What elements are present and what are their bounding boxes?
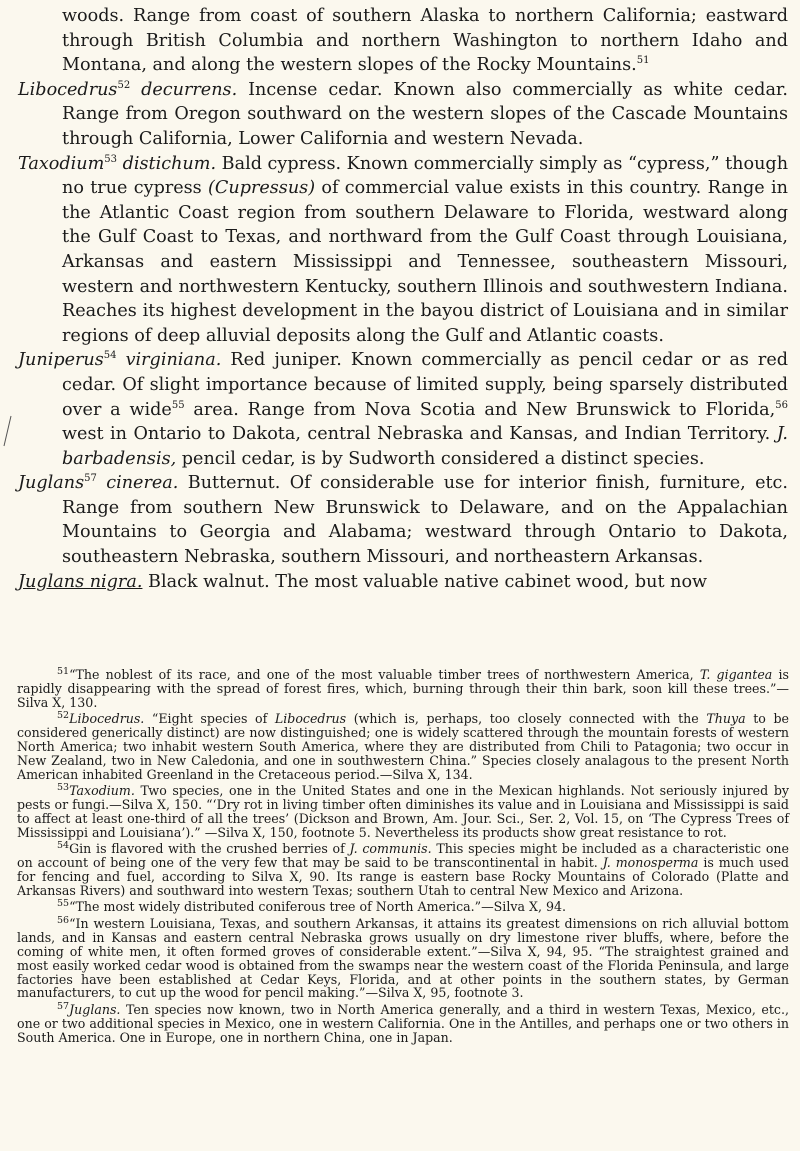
footnote-ref: 52 <box>117 79 131 91</box>
footnote-italic: Thuya <box>706 711 746 727</box>
footnote-55 <box>17 900 789 914</box>
entry-text: woods. Range from coast of southern Alaska to northern California; eastward through British Columbia and northern Washington to northern Idaho and Montana, and along the western slopes of the Rocky Mountains. <box>62 6 788 76</box>
footnote-italic: T. gigantea <box>699 667 773 682</box>
footnote-57 <box>17 1000 789 1045</box>
main-text <box>18 4 788 594</box>
footnote-text: Gin is flavored with the crushed berries of <box>69 841 345 857</box>
margin-pencil-mark <box>3 414 13 448</box>
genus-name: Juglans nigra. <box>18 571 143 592</box>
footnote-text: “The noblest of its race, and one of the most valuable timber trees of northwestern America, <box>69 667 694 682</box>
footnote-italic: Juglans. <box>69 1001 121 1017</box>
footnote-text: “The most widely distributed coniferous tree of North America.”—Silva X, 94. <box>69 899 566 915</box>
entry-taxodium <box>18 152 788 349</box>
footnote-53 <box>17 784 789 840</box>
footnote-number: 54 <box>57 840 70 852</box>
genus-name: Juniperus <box>18 350 104 371</box>
footnote-text: “Eight species of <box>151 711 268 727</box>
entry-continuation <box>18 4 788 78</box>
footnote-ref: 55 <box>171 399 185 411</box>
entry-italic: (Cupressus) <box>208 178 316 199</box>
footnote-text: Ten species now known, two in North America generally, and a third in western Texas, Mexico, etc., one or two additional species in Mexico, one in western California. One in the Antilles, and perhaps one or two others in South America. One in Europe, one in northern China, one in Japan. <box>17 1001 789 1045</box>
footnote-number: 56 <box>57 914 70 926</box>
entry-text: Incense cedar. Known also commercially as white cedar. Range from Oregon southward on the western slopes of the Cascade Mountains through California, Lower California and western Nevada. <box>62 79 789 149</box>
entry-text: Bald cypress. Known commercially simply as “cypress,” though no true cypress <box>62 153 789 199</box>
footnote-ref: 56 <box>775 399 788 411</box>
footnote-text: This species might be included as a characteristic one on account of being one of the very few that may be said to be transcontinental in habit. <box>17 841 789 871</box>
footnotes <box>17 665 789 1047</box>
footnote-number: 51 <box>57 665 70 677</box>
entry-text: Black walnut. The most valuable native cabinet wood, but now <box>148 571 708 592</box>
footnote-text: to be considered generically distinct) are now distinguished; one is widely scattered through the mountain forests of western North America; two inhabit western South America, where they are distributed from Chili to Patagonia; two occur in New Zealand, two in New Caledonia, and one in southwestern China.” Species closely analagous to the present North American inhabited Greenland in the Cretaceous period.—Silva X, 134. <box>17 711 789 782</box>
footnote-italic: Taxodium. <box>69 783 135 799</box>
footnote-text: Two species, one in the United States and one in the Mexican highlands. Not seriously injured by pests or fungi.—Silva X, 150. “‘Dry rot in living timber often diminishes its value and in Louisiana and Mississippi is said to affect at least one-third of all the trees’ (Dickson and Brown, Am. Jour. Sci., Ser. 2, Vol. 15, on ‘The Cypress Trees of Mississippi and Louisiana’).” —Silva X, 150, footnote 5. Nevertheless its products show great resistance to rot. <box>17 783 789 841</box>
footnote-number: 52 <box>57 709 70 721</box>
footnote-ref: 53 <box>104 153 118 165</box>
footnote-ref: 51 <box>636 55 650 67</box>
footnote-text: is much used for fencing and fuel, according to Silva X, 90. Its range is eastern base Rocky Mountains of Colorado (Platte and Arkansas Rivers) and southward into western Texas; southern Utah to central New Mexico and Arizona. <box>17 855 789 899</box>
entry-libocedrus <box>18 78 788 152</box>
footnote-number: 53 <box>57 782 70 794</box>
species-name: cinerea. <box>106 473 179 494</box>
footnote-text: (which is, perhaps, too closely connected with the <box>353 711 699 727</box>
entry-text: Red juniper. Known commercially as pencil cedar or as red cedar. Of slight importance because of limited supply, being sparsely distributed over a wide <box>62 350 789 420</box>
species-name: virginiana. <box>125 350 222 371</box>
footnote-number: 55 <box>57 898 70 910</box>
entry-juniperus <box>18 348 788 471</box>
entry-text: west in Ontario to Dakota, central Nebraska and Kansas, and Indian Territory. <box>62 424 771 445</box>
footnote-51 <box>17 665 789 710</box>
species-name: distichum. <box>122 153 217 174</box>
entry-text: of commercial value exists in this country. Range in the Atlantic Coast region from southern Delaware to Florida, westward along the Gulf Coast to Texas, and northward from the Gulf Coast through Louisiana, Arkansas and eastern Mississippi and Tennessee, southeastern Missouri, western and northwestern Kentucky, southern Illinois and southwestern Indiana. Reaches its highest development in the bayou district of Louisiana and in similar regions of deep alluvial deposits along the Gulf and Atlantic coasts. <box>62 178 788 346</box>
footnote-italic: J. monosperma <box>602 855 699 871</box>
entry-text: area. Range from Nova Scotia and New Brunswick to Florida, <box>193 399 776 420</box>
entry-juglans-cinerea <box>18 471 788 569</box>
footnote-italic: J. communis. <box>349 841 432 857</box>
footnote-italic: Libocedrus. <box>69 711 145 727</box>
footnote-54 <box>17 842 789 898</box>
entry-juglans-nigra <box>18 570 788 595</box>
footnote-ref: 54 <box>103 350 117 362</box>
genus-name: Libocedrus <box>18 79 118 100</box>
genus-name: Taxodium <box>18 153 105 174</box>
footnote-56 <box>17 914 789 1001</box>
species-name: decurrens. <box>141 79 238 100</box>
footnote-text: “In western Louisiana, Texas, and southern Arkansas, it attains its greatest dimensions on rich alluvial bottom lands, and in Kansas and eastern central Nebraska grows usually on dry limestone river bluffs, where, before the coming of white men, it often formed groves of considerable extent.”—Silva X, 94, 95. “The straightest grained and most easily worked cedar wood is obtained from the swamps near the western coast of the Florida Peninsula, and large factories have been established at Cedar Keys, Florida, and at other points in the southern states, by German manufacturers, to cut up the wood for pencil making.”—Silva X, 95, footnote 3. <box>17 915 789 1001</box>
footnote-52 <box>17 709 789 782</box>
footnote-ref: 57 <box>84 473 97 485</box>
entry-italic: J. barbadensis, <box>62 424 789 469</box>
footnote-italic: Libocedrus <box>274 711 347 727</box>
footnote-number: 57 <box>57 1000 70 1012</box>
entry-text: Butternut. Of considerable use for interior finish, furniture, etc. Range from southern New Brunswick to Delaware, and on the Appalachian Mountains to Georgia and Alabama; westward through Ontario to Dakota, southeastern Nebraska, southern Missouri, and northeastern Arkansas. <box>62 473 789 568</box>
genus-name: Juglans <box>18 473 85 494</box>
footnote-text: is rapidly disappearing with the spread of forest fires, which, burning through their thin bark, soon kill these trees.”—Silva X, 130. <box>17 667 789 710</box>
entry-text: pencil cedar, is by Sudworth considered a distinct species. <box>181 448 705 469</box>
